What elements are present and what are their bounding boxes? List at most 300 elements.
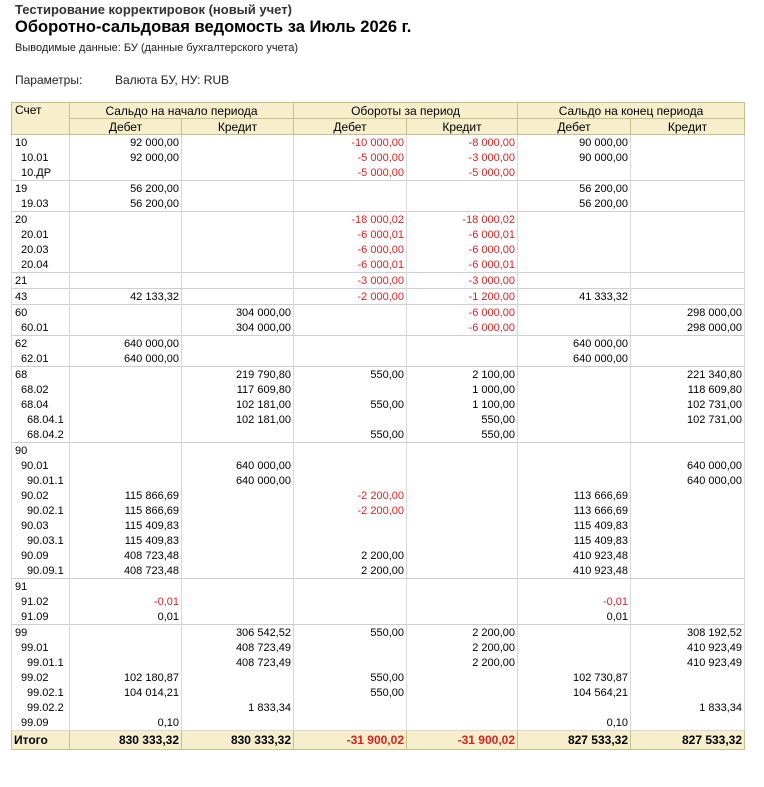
closing-debit-cell[interactable] <box>518 227 631 242</box>
opening-debit-cell[interactable] <box>70 242 182 257</box>
header-opening-credit[interactable]: Кредит <box>182 119 294 135</box>
opening-debit-cell[interactable] <box>70 397 182 412</box>
turnover-debit-cell[interactable]: -5 000,00 <box>294 150 407 165</box>
opening-debit-cell[interactable] <box>70 640 182 655</box>
table-row[interactable] <box>12 427 745 443</box>
closing-credit-cell[interactable]: 102 731,00 <box>631 397 745 412</box>
closing-debit-cell[interactable]: 90 000,00 <box>518 150 631 165</box>
closing-credit-cell[interactable] <box>631 670 745 685</box>
turnover-credit-cell[interactable]: 2 200,00 <box>407 655 518 670</box>
table-row[interactable] <box>12 563 745 579</box>
table-row[interactable] <box>12 579 745 595</box>
table-row[interactable] <box>12 165 745 181</box>
turnover-debit-cell[interactable]: -18 000,02 <box>294 212 407 228</box>
closing-credit-cell[interactable] <box>631 548 745 563</box>
account-cell[interactable]: 90.03.1 <box>12 533 70 548</box>
opening-credit-cell[interactable]: 304 000,00 <box>182 305 294 321</box>
turnover-credit-cell[interactable]: -5 000,00 <box>407 165 518 181</box>
opening-credit-cell[interactable] <box>182 518 294 533</box>
header-closing-debit[interactable]: Дебет <box>518 119 631 135</box>
turnover-credit-cell[interactable] <box>407 609 518 625</box>
turnover-debit-cell[interactable]: 550,00 <box>294 670 407 685</box>
opening-debit-cell[interactable] <box>70 382 182 397</box>
opening-credit-cell[interactable] <box>182 503 294 518</box>
account-cell[interactable]: 91.09 <box>12 609 70 625</box>
turnover-debit-cell[interactable]: -3 000,00 <box>294 273 407 289</box>
account-cell[interactable]: 90.02 <box>12 488 70 503</box>
account-cell[interactable]: 43 <box>12 289 70 305</box>
opening-credit-cell[interactable] <box>182 336 294 352</box>
closing-credit-cell[interactable] <box>631 579 745 595</box>
opening-credit-cell[interactable] <box>182 196 294 212</box>
opening-credit-cell[interactable] <box>182 212 294 228</box>
table-row[interactable] <box>12 320 745 336</box>
closing-credit-cell[interactable] <box>631 212 745 228</box>
closing-credit-cell[interactable] <box>631 257 745 273</box>
turnover-debit-cell[interactable]: -2 200,00 <box>294 503 407 518</box>
closing-credit-cell[interactable]: 410 923,49 <box>631 655 745 670</box>
opening-debit-cell[interactable]: 104 014,21 <box>70 685 182 700</box>
table-row[interactable] <box>12 273 745 289</box>
account-cell[interactable]: 90.09 <box>12 548 70 563</box>
turnover-debit-cell[interactable] <box>294 579 407 595</box>
opening-debit-cell[interactable] <box>70 227 182 242</box>
account-cell[interactable]: 21 <box>12 273 70 289</box>
table-row[interactable] <box>12 609 745 625</box>
opening-credit-cell[interactable] <box>182 135 294 151</box>
opening-credit-cell[interactable] <box>182 242 294 257</box>
table-row[interactable] <box>12 443 745 459</box>
opening-debit-cell[interactable]: 56 200,00 <box>70 181 182 197</box>
header-account[interactable]: Счет <box>12 103 70 135</box>
table-row[interactable] <box>12 503 745 518</box>
account-cell[interactable]: 19 <box>12 181 70 197</box>
turnover-credit-cell[interactable]: -8 000,00 <box>407 135 518 151</box>
opening-credit-cell[interactable]: 219 790,80 <box>182 367 294 383</box>
table-row[interactable] <box>12 548 745 563</box>
turnover-credit-cell[interactable]: -18 000,02 <box>407 212 518 228</box>
opening-debit-cell[interactable] <box>70 427 182 443</box>
closing-credit-cell[interactable]: 640 000,00 <box>631 473 745 488</box>
turnover-credit-cell[interactable]: 550,00 <box>407 412 518 427</box>
closing-debit-cell[interactable] <box>518 443 631 459</box>
opening-credit-cell[interactable] <box>182 609 294 625</box>
closing-debit-cell[interactable]: -0,01 <box>518 594 631 609</box>
table-row[interactable] <box>12 181 745 197</box>
closing-debit-cell[interactable]: 113 666,69 <box>518 503 631 518</box>
turnover-debit-cell[interactable] <box>294 473 407 488</box>
turnover-debit-cell[interactable] <box>294 196 407 212</box>
opening-credit-cell[interactable] <box>182 533 294 548</box>
account-cell[interactable]: 90.02.1 <box>12 503 70 518</box>
turnover-debit-cell[interactable] <box>294 655 407 670</box>
closing-credit-cell[interactable] <box>631 427 745 443</box>
table-row[interactable] <box>12 367 745 383</box>
account-cell[interactable]: 60 <box>12 305 70 321</box>
closing-credit-cell[interactable] <box>631 242 745 257</box>
closing-debit-cell[interactable] <box>518 625 631 641</box>
table-row[interactable] <box>12 336 745 352</box>
closing-credit-cell[interactable]: 410 923,49 <box>631 640 745 655</box>
opening-debit-cell[interactable] <box>70 273 182 289</box>
opening-credit-cell[interactable] <box>182 443 294 459</box>
turnover-debit-cell[interactable]: 2 200,00 <box>294 563 407 579</box>
table-row[interactable] <box>12 473 745 488</box>
turnover-credit-cell[interactable]: 550,00 <box>407 427 518 443</box>
turnover-credit-cell[interactable]: 2 200,00 <box>407 640 518 655</box>
account-cell[interactable]: 90 <box>12 443 70 459</box>
turnover-credit-cell[interactable] <box>407 715 518 731</box>
table-row[interactable] <box>12 305 745 321</box>
turnover-debit-cell[interactable] <box>294 382 407 397</box>
closing-credit-cell[interactable] <box>631 227 745 242</box>
turnover-credit-cell[interactable] <box>407 685 518 700</box>
opening-credit-cell[interactable]: 640 000,00 <box>182 458 294 473</box>
opening-credit-cell[interactable] <box>182 548 294 563</box>
header-closing-balance[interactable]: Сальдо на конец периода <box>518 103 745 119</box>
closing-debit-cell[interactable] <box>518 212 631 228</box>
table-row[interactable] <box>12 227 745 242</box>
closing-debit-cell[interactable] <box>518 320 631 336</box>
opening-credit-cell[interactable] <box>182 670 294 685</box>
account-cell[interactable]: 62 <box>12 336 70 352</box>
closing-debit-cell[interactable]: 56 200,00 <box>518 196 631 212</box>
account-cell[interactable]: 91 <box>12 579 70 595</box>
account-cell[interactable]: 90.01.1 <box>12 473 70 488</box>
table-row[interactable] <box>12 135 745 151</box>
closing-debit-cell[interactable]: 640 000,00 <box>518 351 631 367</box>
turnover-debit-cell[interactable] <box>294 609 407 625</box>
total-closing-credit[interactable]: 827 533,32 <box>631 731 745 750</box>
opening-credit-cell[interactable] <box>182 594 294 609</box>
total-opening-credit[interactable]: 830 333,32 <box>182 731 294 750</box>
closing-debit-cell[interactable] <box>518 382 631 397</box>
opening-debit-cell[interactable] <box>70 655 182 670</box>
total-opening-debit[interactable]: 830 333,32 <box>70 731 182 750</box>
opening-debit-cell[interactable] <box>70 625 182 641</box>
account-cell[interactable]: 20.03 <box>12 242 70 257</box>
header-opening-balance[interactable]: Сальдо на начало периода <box>70 103 294 119</box>
opening-credit-cell[interactable] <box>182 181 294 197</box>
turnover-debit-cell[interactable] <box>294 412 407 427</box>
turnover-debit-cell[interactable]: -10 000,00 <box>294 135 407 151</box>
closing-credit-cell[interactable] <box>631 518 745 533</box>
turnover-debit-cell[interactable]: 550,00 <box>294 685 407 700</box>
turnover-credit-cell[interactable]: -3 000,00 <box>407 150 518 165</box>
closing-credit-cell[interactable] <box>631 351 745 367</box>
opening-credit-cell[interactable] <box>182 150 294 165</box>
account-cell[interactable]: 10.ДР <box>12 165 70 181</box>
closing-debit-cell[interactable]: 0,10 <box>518 715 631 731</box>
turnover-debit-cell[interactable] <box>294 305 407 321</box>
turnover-debit-cell[interactable] <box>294 518 407 533</box>
opening-debit-cell[interactable]: 408 723,48 <box>70 563 182 579</box>
turnover-debit-cell[interactable]: 2 200,00 <box>294 548 407 563</box>
turnover-credit-cell[interactable] <box>407 473 518 488</box>
account-cell[interactable]: 99.02.2 <box>12 700 70 715</box>
turnover-debit-cell[interactable] <box>294 715 407 731</box>
closing-debit-cell[interactable]: 56 200,00 <box>518 181 631 197</box>
opening-debit-cell[interactable]: 640 000,00 <box>70 351 182 367</box>
opening-debit-cell[interactable] <box>70 212 182 228</box>
closing-credit-cell[interactable] <box>631 609 745 625</box>
opening-debit-cell[interactable] <box>70 458 182 473</box>
opening-debit-cell[interactable]: -0,01 <box>70 594 182 609</box>
turnover-debit-cell[interactable]: -2 000,00 <box>294 289 407 305</box>
account-cell[interactable]: 68.04.2 <box>12 427 70 443</box>
opening-credit-cell[interactable] <box>182 289 294 305</box>
account-cell[interactable]: 99.02 <box>12 670 70 685</box>
closing-credit-cell[interactable] <box>631 715 745 731</box>
header-turnover-credit[interactable]: Кредит <box>407 119 518 135</box>
closing-debit-cell[interactable] <box>518 700 631 715</box>
opening-debit-cell[interactable] <box>70 367 182 383</box>
closing-debit-cell[interactable] <box>518 242 631 257</box>
closing-debit-cell[interactable]: 410 923,48 <box>518 548 631 563</box>
turnover-credit-cell[interactable]: 1 100,00 <box>407 397 518 412</box>
opening-debit-cell[interactable] <box>70 305 182 321</box>
turnover-credit-cell[interactable] <box>407 488 518 503</box>
closing-debit-cell[interactable] <box>518 579 631 595</box>
closing-credit-cell[interactable] <box>631 150 745 165</box>
account-cell[interactable]: 91.02 <box>12 594 70 609</box>
closing-credit-cell[interactable] <box>631 503 745 518</box>
header-turnover[interactable]: Обороты за период <box>294 103 518 119</box>
opening-debit-cell[interactable] <box>70 443 182 459</box>
opening-debit-cell[interactable]: 115 409,83 <box>70 533 182 548</box>
turnover-credit-cell[interactable] <box>407 181 518 197</box>
opening-credit-cell[interactable] <box>182 351 294 367</box>
closing-credit-cell[interactable] <box>631 165 745 181</box>
account-cell[interactable]: 20.04 <box>12 257 70 273</box>
closing-debit-cell[interactable]: 102 730,87 <box>518 670 631 685</box>
closing-debit-cell[interactable] <box>518 397 631 412</box>
account-cell[interactable]: 10 <box>12 135 70 151</box>
turnover-debit-cell[interactable] <box>294 320 407 336</box>
turnover-credit-cell[interactable] <box>407 670 518 685</box>
opening-debit-cell[interactable]: 0,10 <box>70 715 182 731</box>
turnover-credit-cell[interactable] <box>407 503 518 518</box>
table-row[interactable] <box>12 518 745 533</box>
opening-debit-cell[interactable] <box>70 700 182 715</box>
table-row[interactable] <box>12 488 745 503</box>
closing-debit-cell[interactable]: 640 000,00 <box>518 336 631 352</box>
opening-debit-cell[interactable] <box>70 165 182 181</box>
closing-debit-cell[interactable]: 115 409,83 <box>518 518 631 533</box>
opening-credit-cell[interactable] <box>182 685 294 700</box>
closing-credit-cell[interactable]: 221 340,80 <box>631 367 745 383</box>
closing-debit-cell[interactable]: 115 409,83 <box>518 533 631 548</box>
closing-credit-cell[interactable]: 640 000,00 <box>631 458 745 473</box>
table-row[interactable] <box>12 257 745 273</box>
closing-debit-cell[interactable] <box>518 458 631 473</box>
table-row[interactable] <box>12 196 745 212</box>
account-cell[interactable]: 68.04.1 <box>12 412 70 427</box>
account-cell[interactable]: 20.01 <box>12 227 70 242</box>
closing-credit-cell[interactable]: 1 833,34 <box>631 700 745 715</box>
opening-debit-cell[interactable]: 115 409,83 <box>70 518 182 533</box>
closing-debit-cell[interactable]: 90 000,00 <box>518 135 631 151</box>
opening-debit-cell[interactable] <box>70 412 182 427</box>
turnover-debit-cell[interactable]: 550,00 <box>294 397 407 412</box>
closing-credit-cell[interactable] <box>631 135 745 151</box>
closing-credit-cell[interactable] <box>631 685 745 700</box>
turnover-debit-cell[interactable]: 550,00 <box>294 427 407 443</box>
turnover-credit-cell[interactable]: -6 000,00 <box>407 305 518 321</box>
table-row[interactable] <box>12 685 745 700</box>
turnover-credit-cell[interactable] <box>407 458 518 473</box>
table-row[interactable] <box>12 700 745 715</box>
turnover-debit-cell[interactable] <box>294 533 407 548</box>
closing-credit-cell[interactable]: 308 192,52 <box>631 625 745 641</box>
closing-credit-cell[interactable] <box>631 488 745 503</box>
closing-credit-cell[interactable] <box>631 533 745 548</box>
turnover-debit-cell[interactable]: -2 200,00 <box>294 488 407 503</box>
turnover-credit-cell[interactable] <box>407 336 518 352</box>
account-cell[interactable]: 62.01 <box>12 351 70 367</box>
opening-credit-cell[interactable] <box>182 715 294 731</box>
turnover-credit-cell[interactable]: 2 100,00 <box>407 367 518 383</box>
table-row[interactable] <box>12 382 745 397</box>
closing-debit-cell[interactable] <box>518 640 631 655</box>
turnover-credit-cell[interactable]: -1 200,00 <box>407 289 518 305</box>
turnover-credit-cell[interactable]: 2 200,00 <box>407 625 518 641</box>
closing-debit-cell[interactable]: 0,01 <box>518 609 631 625</box>
turnover-credit-cell[interactable] <box>407 594 518 609</box>
opening-credit-cell[interactable]: 102 181,00 <box>182 412 294 427</box>
closing-debit-cell[interactable] <box>518 473 631 488</box>
table-row[interactable] <box>12 715 745 731</box>
turnover-credit-cell[interactable] <box>407 518 518 533</box>
table-row[interactable] <box>12 640 745 655</box>
turnover-credit-cell[interactable]: 1 000,00 <box>407 382 518 397</box>
turnover-credit-cell[interactable] <box>407 443 518 459</box>
turnover-debit-cell[interactable]: 550,00 <box>294 367 407 383</box>
account-cell[interactable]: 99.01.1 <box>12 655 70 670</box>
opening-credit-cell[interactable] <box>182 227 294 242</box>
turnover-debit-cell[interactable] <box>294 181 407 197</box>
account-cell[interactable]: 99.01 <box>12 640 70 655</box>
turnover-debit-cell[interactable]: -5 000,00 <box>294 165 407 181</box>
table-row[interactable] <box>12 594 745 609</box>
table-row[interactable] <box>12 670 745 685</box>
opening-credit-cell[interactable]: 304 000,00 <box>182 320 294 336</box>
account-cell[interactable]: 68 <box>12 367 70 383</box>
table-row[interactable] <box>12 533 745 548</box>
closing-debit-cell[interactable]: 41 333,32 <box>518 289 631 305</box>
turnover-debit-cell[interactable] <box>294 443 407 459</box>
opening-credit-cell[interactable] <box>182 427 294 443</box>
table-row[interactable] <box>12 289 745 305</box>
turnover-debit-cell[interactable] <box>294 351 407 367</box>
account-cell[interactable]: 60.01 <box>12 320 70 336</box>
opening-credit-cell[interactable]: 408 723,49 <box>182 640 294 655</box>
turnover-debit-cell[interactable]: -6 000,00 <box>294 242 407 257</box>
turnover-credit-cell[interactable] <box>407 533 518 548</box>
turnover-debit-cell[interactable] <box>294 640 407 655</box>
table-row[interactable] <box>12 150 745 165</box>
table-row[interactable] <box>12 458 745 473</box>
opening-credit-cell[interactable] <box>182 273 294 289</box>
opening-debit-cell[interactable]: 115 866,69 <box>70 488 182 503</box>
opening-debit-cell[interactable] <box>70 320 182 336</box>
opening-debit-cell[interactable]: 42 133,32 <box>70 289 182 305</box>
closing-credit-cell[interactable] <box>631 273 745 289</box>
table-row[interactable] <box>12 655 745 670</box>
closing-credit-cell[interactable] <box>631 443 745 459</box>
closing-credit-cell[interactable] <box>631 563 745 579</box>
turnover-credit-cell[interactable]: -6 000,01 <box>407 257 518 273</box>
opening-credit-cell[interactable] <box>182 579 294 595</box>
account-cell[interactable]: 20 <box>12 212 70 228</box>
turnover-credit-cell[interactable] <box>407 563 518 579</box>
table-row[interactable] <box>12 242 745 257</box>
opening-credit-cell[interactable] <box>182 563 294 579</box>
opening-credit-cell[interactable]: 306 542,52 <box>182 625 294 641</box>
opening-debit-cell[interactable] <box>70 257 182 273</box>
opening-credit-cell[interactable] <box>182 488 294 503</box>
header-closing-credit[interactable]: Кредит <box>631 119 745 135</box>
opening-debit-cell[interactable]: 640 000,00 <box>70 336 182 352</box>
turnover-credit-cell[interactable] <box>407 196 518 212</box>
turnover-debit-cell[interactable]: -6 000,01 <box>294 227 407 242</box>
closing-debit-cell[interactable] <box>518 655 631 670</box>
closing-credit-cell[interactable] <box>631 336 745 352</box>
closing-debit-cell[interactable] <box>518 257 631 273</box>
opening-credit-cell[interactable]: 408 723,49 <box>182 655 294 670</box>
opening-credit-cell[interactable] <box>182 257 294 273</box>
closing-debit-cell[interactable] <box>518 412 631 427</box>
account-cell[interactable]: 10.01 <box>12 150 70 165</box>
account-cell[interactable]: 90.03 <box>12 518 70 533</box>
table-row[interactable] <box>12 212 745 228</box>
account-cell[interactable]: 99 <box>12 625 70 641</box>
turnover-credit-cell[interactable]: -6 000,00 <box>407 242 518 257</box>
opening-debit-cell[interactable] <box>70 473 182 488</box>
opening-debit-cell[interactable] <box>70 579 182 595</box>
table-row[interactable] <box>12 412 745 427</box>
account-cell[interactable]: 99.02.1 <box>12 685 70 700</box>
account-cell[interactable]: 90.09.1 <box>12 563 70 579</box>
opening-credit-cell[interactable]: 640 000,00 <box>182 473 294 488</box>
turnover-credit-cell[interactable]: -3 000,00 <box>407 273 518 289</box>
turnover-credit-cell[interactable] <box>407 548 518 563</box>
table-row[interactable] <box>12 625 745 641</box>
opening-credit-cell[interactable]: 102 181,00 <box>182 397 294 412</box>
closing-debit-cell[interactable] <box>518 427 631 443</box>
turnover-debit-cell[interactable] <box>294 458 407 473</box>
opening-debit-cell[interactable]: 92 000,00 <box>70 135 182 151</box>
total-turnover-debit[interactable]: -31 900,02 <box>294 731 407 750</box>
closing-debit-cell[interactable] <box>518 273 631 289</box>
turnover-debit-cell[interactable]: 550,00 <box>294 625 407 641</box>
table-row[interactable] <box>12 397 745 412</box>
closing-credit-cell[interactable] <box>631 196 745 212</box>
opening-debit-cell[interactable]: 102 180,87 <box>70 670 182 685</box>
turnover-credit-cell[interactable]: -6 000,00 <box>407 320 518 336</box>
closing-debit-cell[interactable] <box>518 165 631 181</box>
account-cell[interactable]: 68.02 <box>12 382 70 397</box>
closing-credit-cell[interactable]: 118 609,80 <box>631 382 745 397</box>
opening-credit-cell[interactable]: 117 609,80 <box>182 382 294 397</box>
table-row[interactable] <box>12 351 745 367</box>
total-turnover-credit[interactable]: -31 900,02 <box>407 731 518 750</box>
total-closing-debit[interactable]: 827 533,32 <box>518 731 631 750</box>
turnover-credit-cell[interactable] <box>407 579 518 595</box>
turnover-debit-cell[interactable] <box>294 594 407 609</box>
turnover-debit-cell[interactable] <box>294 700 407 715</box>
closing-credit-cell[interactable] <box>631 289 745 305</box>
